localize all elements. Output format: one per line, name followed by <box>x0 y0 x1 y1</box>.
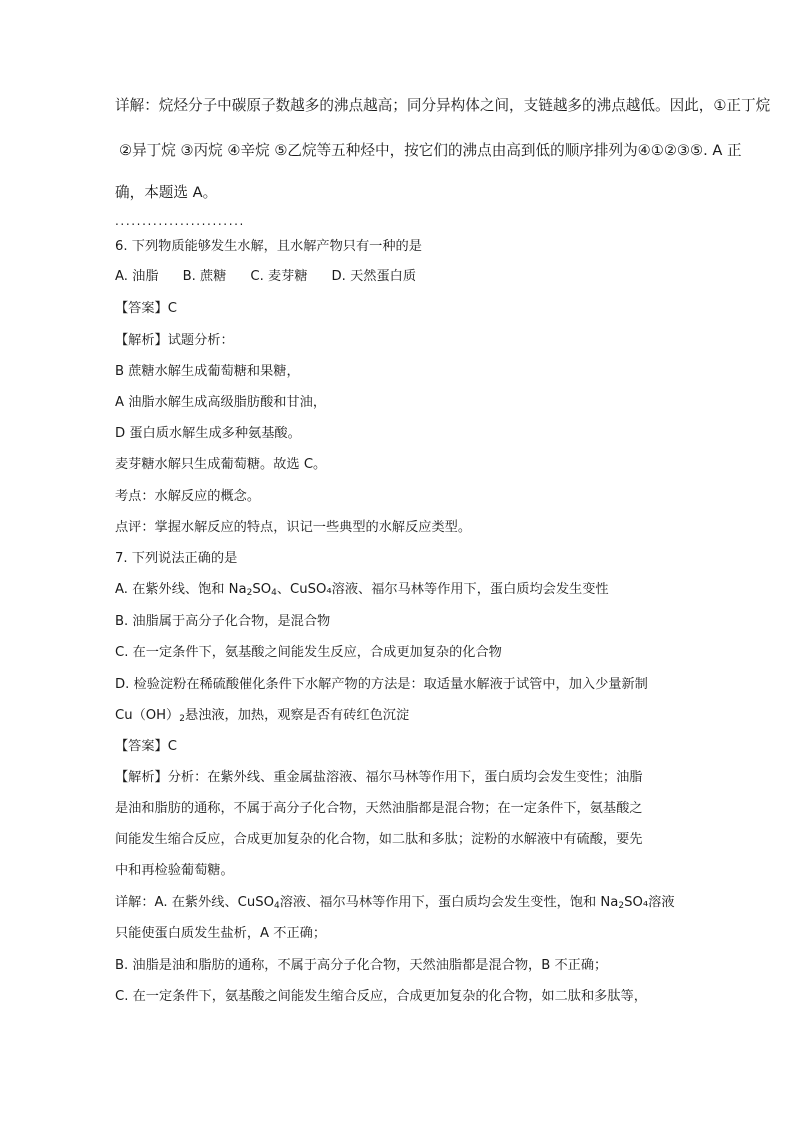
q7-detail-a-line-1: 详解：A. 在紫外线、CuSO$_4$溶液、福尔马林等作用下，蛋白质均会发生变性，饱和 $Na_2SO_4$溶液 <box>115 895 675 911</box>
q7-analysis-line: 间能发生缩合反应，合成更加复杂的化合物，如二肽和多肽；淀粉的水解液中有硫酸，要先 <box>115 832 643 847</box>
detail-paragraph-line-2: ②异丁烷 ③丙烷 ④辛烷 ⑤乙烷等五种烃中，按它们的沸点由高到低的顺序排列为④①②③⑤. A 正 <box>119 142 742 159</box>
question-6-options <box>115 268 440 286</box>
q7-analysis-line: 是油和脂肪的通称，不属于高分子化合物，天然油脂都是混合物；在一定条件下，氨基酸之 <box>115 801 643 816</box>
q6-key-point: 考点：水解反应的概念。 <box>115 489 261 504</box>
q7-detail-a-line-2: 只能使蛋白质发生盐析，A 不正确； <box>115 926 327 941</box>
q6-option-b: B. 蔗糖 <box>182 269 227 284</box>
q7-option-b: B. 油脂属于高分子化合物，是混合物 <box>115 614 331 629</box>
q6-comment: 点评：掌握水解反应的特点，识记一些典型的水解反应类型。 <box>115 520 472 535</box>
dotted-separator: ........................ <box>115 214 245 228</box>
q6-analysis-line: D 蛋白质水解生成多种氨基酸。 <box>115 426 301 441</box>
detail-paragraph-line-3: 确，本题选 A。 <box>115 184 218 201</box>
q6-answer: 【答案】C <box>115 301 177 316</box>
q6-option-d: D. 天然蛋白质 <box>331 269 417 284</box>
detail-paragraph-line-1: 详解：烷烃分子中碳原子数越多的沸点越高；同分异构体之间，支链越多的沸点越低。因此，①正丁烷 <box>115 97 771 114</box>
q6-analysis-line: 麦芽糖水解只生成葡萄糖。故选 C。 <box>115 457 327 472</box>
q6-analysis-heading: 【解析】试题分析： <box>115 333 234 348</box>
q7-answer: 【答案】C <box>115 739 177 754</box>
question-7-stem: 7. 下列说法正确的是 <box>115 551 238 566</box>
question-6-stem: 6. 下列物质能够发生水解，且水解产物只有一种的是 <box>115 239 422 254</box>
q7-option-a: A. 在紫外线、饱和 $Na_2SO_4$、CuSO₄溶液、福尔马林等作用下，蛋白质均会发生变性 <box>115 582 609 598</box>
q6-analysis-line: A 油脂水解生成高级脂肪酸和甘油， <box>115 395 327 410</box>
q7-option-d-line-1: D. 检验淀粉在稀硫酸催化条件下水解产物的方法是：取适量水解液于试管中，加入少量新制 <box>115 677 648 692</box>
q6-option-a: A. 油脂 <box>115 269 159 284</box>
q7-option-d-line-2: $Cu(OH)_2$悬浊液，加热，观察是否有砖红色沉淀 <box>115 708 410 724</box>
q6-analysis-line: B 蔗糖水解生成葡萄糖和果糖， <box>115 364 300 379</box>
q7-analysis-line: 【解析】分析：在紫外线、重金属盐溶液、福尔马林等作用下，蛋白质均会发生变性；油脂 <box>115 770 643 785</box>
q7-detail-c: C. 在一定条件下，氨基酸之间能发生缩合反应，合成更加复杂的化合物，如二肽和多肽等， <box>115 989 647 1004</box>
q7-option-c: C. 在一定条件下，氨基酸之间能发生反应，合成更加复杂的化合物 <box>115 645 502 660</box>
q7-analysis-line: 中和再检验葡萄糖。 <box>115 863 234 878</box>
q7-detail-b: B. 油脂是油和脂肪的通称，不属于高分子化合物，天然油脂都是混合物，B 不正确； <box>115 958 608 973</box>
q6-option-c: C. 麦芽糖 <box>250 269 308 284</box>
